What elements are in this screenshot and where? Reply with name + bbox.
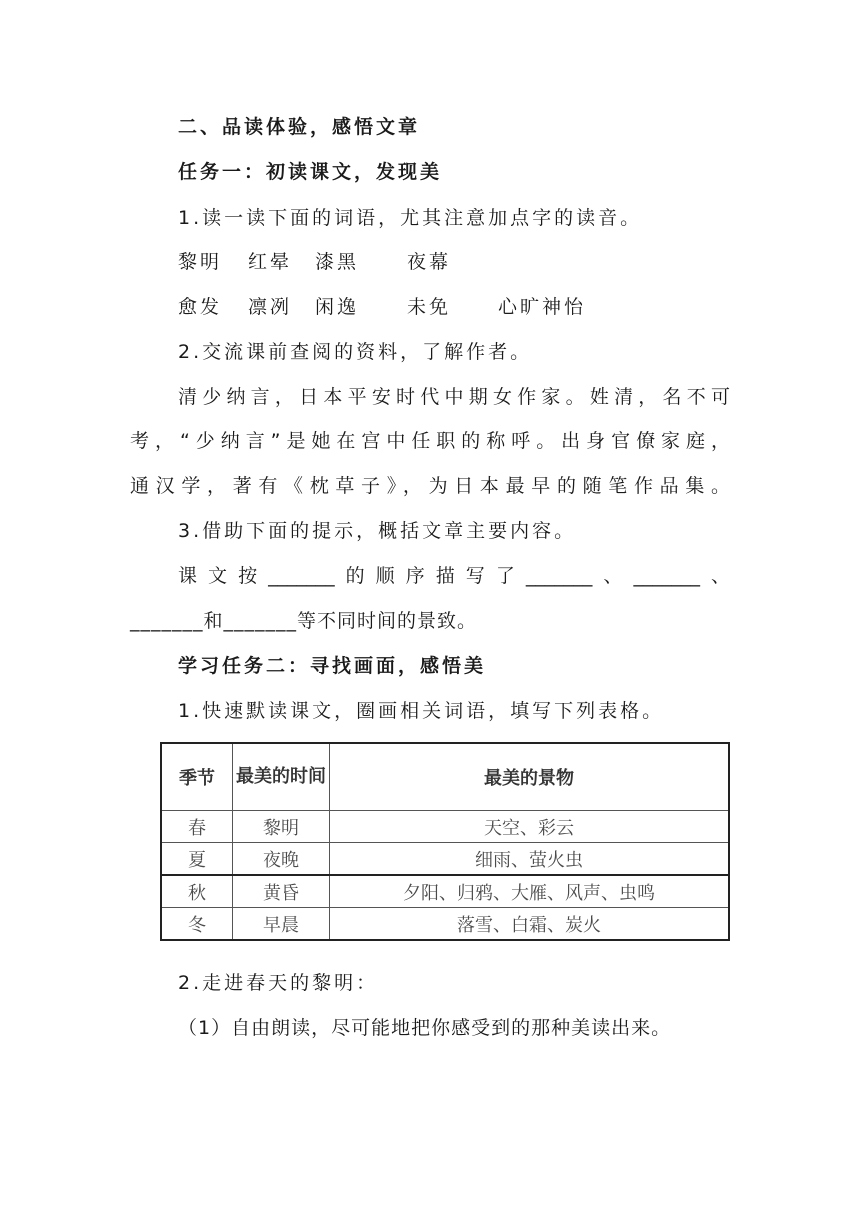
summary-line-1: 课文按_______的顺序描写了_______、_______、 (178, 565, 730, 587)
table-cell: 夕阳、归鸦、大雁、风声、虫鸣 (330, 875, 730, 908)
author-paragraph-line-1: 清少纳言，日本平安时代中期女作家。姓清，名不可 (178, 386, 730, 408)
table-cell: 冬 (161, 908, 233, 941)
table-cell: 早晨 (233, 908, 330, 941)
task1-question-2: 2.交流课前查阅的资料，了解作者。 (178, 341, 533, 363)
task1-question-1: 1.读一读下面的词语，尤其注意加点字的读音。 (178, 207, 643, 229)
table-cell: 秋 (161, 875, 233, 908)
table-cell: 细雨、萤火虫 (330, 843, 730, 876)
task2-question-2-sub-1: （1）自由朗读，尽可能地把你感受到的那种美读出来。 (178, 1017, 672, 1039)
vocab-word: 心旷神怡 (498, 296, 587, 318)
season-table (160, 742, 730, 941)
vocab-word: 闲逸 (315, 296, 360, 318)
vocab-word: 凛冽 (248, 296, 293, 318)
table-cell: 落雪、白霜、炭火 (330, 908, 730, 941)
task2-question-1: 1.快速默读课文，圈画相关词语，填写下列表格。 (178, 700, 665, 722)
vocab-word: 夜幕 (407, 251, 452, 273)
table-cell: 黄昏 (233, 875, 330, 908)
task2-title: 学习任务二：寻找画面，感悟美 (178, 655, 487, 677)
table-cell: 黎明 (233, 811, 330, 843)
table-row (161, 908, 729, 941)
table-header-cell: 最美的时间 (233, 743, 330, 811)
vocab-word: 红晕 (248, 251, 293, 273)
task1-title: 任务一：初读课文，发现美 (178, 161, 443, 183)
summary-line-2: _______和_______等不同时间的景致。 (130, 610, 478, 632)
vocab-word: 黎明 (178, 251, 223, 273)
vocab-word: 未免 (407, 296, 452, 318)
table-cell: 夜晚 (233, 843, 330, 876)
author-paragraph-line-2: 考，“少纳言”是她在宫中任职的称呼。出身官僚家庭， (130, 430, 730, 452)
task1-question-3: 3.借助下面的提示，概括文章主要内容。 (178, 520, 577, 542)
vocab-word: 漆黑 (315, 251, 360, 273)
table-header-row (161, 743, 729, 811)
table-row (161, 843, 729, 876)
table-header-cell: 季节 (161, 743, 233, 811)
author-paragraph-line-3: 通汉学，著有《枕草子》，为日本最早的随笔作品集。 (130, 475, 730, 497)
vocab-word: 愈发 (178, 296, 223, 318)
table-row (161, 875, 729, 908)
table-cell: 天空、彩云 (330, 811, 730, 843)
table-cell: 夏 (161, 843, 233, 876)
vocab-row-2 (178, 295, 738, 319)
table-header-cell: 最美的景物 (330, 743, 730, 811)
task2-question-2: 2.走进春天的黎明： (178, 972, 379, 994)
table-cell: 春 (161, 811, 233, 843)
vocab-row-1 (178, 250, 738, 274)
section-title: 二、品读体验，感悟文章 (178, 116, 421, 138)
table-row (161, 811, 729, 843)
